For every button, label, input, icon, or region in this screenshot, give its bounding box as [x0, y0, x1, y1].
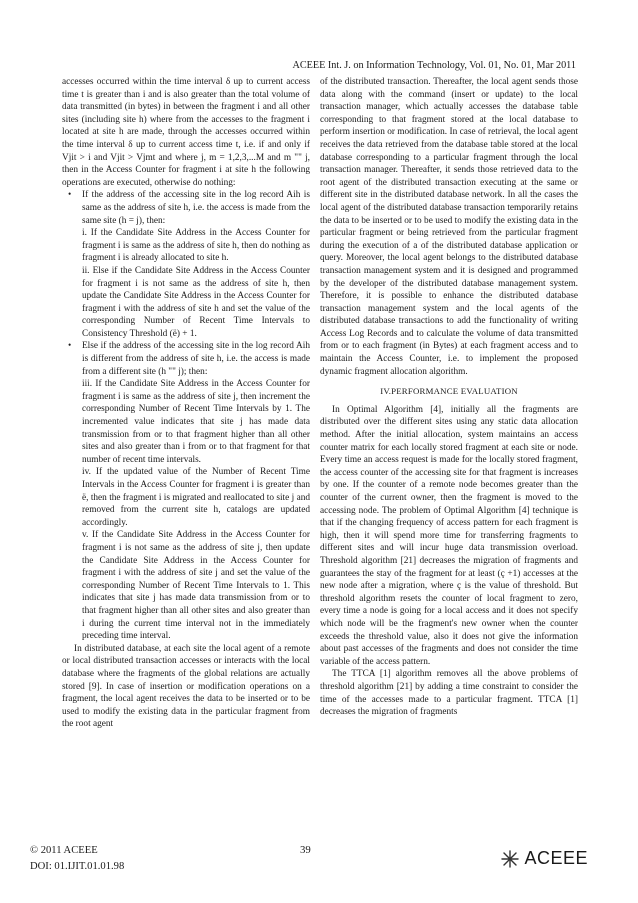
clause-iv: iv. If the updated value of the Number of Recent Time Intervals in the Access Counter for fragment i is greater than ë, then the fragment i is migrated and reallocated to site j and removed from the current site h, catalogs are updated accordingly.	[82, 467, 310, 528]
copyright: © 2011 ACEEE	[30, 845, 98, 856]
section-heading: IV.PERFORMANCE EVALUATION	[380, 386, 518, 397]
right-column	[320, 76, 578, 719]
paragraph-intro: accesses occurred within the time interval δ up to current access time t is greater than i and is also greater than the total volume of data transmitted (in bytes) in between the fragment i and all other sites (including site h) where from the accesses to the fragment i located at site h are made, through the accesses occurred within the time interval δ up to current access time t, i.e. if and only if Vjit > i and Vjit > Vjmt and where j, m = 1,2,3,...M and m "" j, then in the Access Counter for fragment i at site h the following operations are executed, otherwise do nothing:	[62, 77, 310, 188]
paragraph-optimal-algorithm: In Optimal Algorithm [4], initially all the fragments are distributed over the different sites using any static data allocation method. After the initial allocation, system maintains an access counter matrix for each locally stored fragment at each site or node. Every time an access request is made for the locally stored fragment, the access counter of the accessing site for that fragment is increases by one. If the counter of a remote node becomes greater than the counter of the current owner, then the fragment is moved to the accessing node. The problem of Optimal Algorithm [4] technique is that if the changing frequency of access pattern for each fragment is high, then it will spend more time for transferring fragments to different sites and will incur huge data transmission overload. Threshold algorithm [21] decreases the migration of fragments and guarantees the stay of the fragment for at least (ç +1) accesses at the new node after a migration, where ç is the value of threshold. But threshold algorithm resets the counter of local fragment to zero, every time a node is going for a local access and it does not specify which node will be the fragment's new owner when the counter exceeds the threshold value, also it does not give the information about past accesses of the fragments and does not consider the time variable of the access pattern.	[320, 404, 578, 667]
aceee-star-icon	[500, 849, 520, 869]
clause-ii: ii. Else if the Candidate Site Address in the Access Counter for fragment i is not same as the address of site h, then update the Candidate Site Address in the Access Counter for fragment i with the address of site h and set the value of the corresponding Number of Recent Time Intervals to Consistency Threshold (ë) + 1.	[82, 265, 310, 339]
clause-iii: iii. If the Candidate Site Address in the Access Counter for fragment i is same as the address of site j, then increment the corresponding Number of Recent Time Intervals by 1. The incremented value indicates that site j has made data transmission from or to that fragment higher than all other sites and also greater than i from or to that fragment for that number of recent time intervals.	[82, 379, 310, 465]
left-column	[62, 76, 310, 731]
journal-header: ACEEE Int. J. on Information Technology, Vol. 01, No. 01, Mar 2011	[292, 60, 576, 71]
clause-i: i. If the Candidate Site Address in the Access Counter for fragment i is same as the address of site h, then do nothing as fragment i is already allocated to site h.	[82, 228, 310, 264]
footer-left	[30, 843, 124, 875]
paragraph-local-agent: of the distributed transaction. Thereafter, the local agent sends those data along with the command (insert or update) to the local transaction manager, which actually accesses the database table corresponding to that fragment stored at the local database to perform insertion or modification. In case of retrieval, the local agent receives the data retrieved from the database table stored at the local database corresponding to a particular fragment through the local transaction manager. Thereafter, it sends those retrieved data to the root agent of the distributed transaction executing at the same or different site in the distributed database network. In all the cases the local agent of the distributed database transaction temporarily retains the data to be inserted or to be used to modify the existing data in the particular fragment or being retrieved from the particular fragment during the execution of a of the distributed database application or query. Moreover, the local agent belongs to the distributed database transaction management system and it is designed and programmed by the developer of the distributed database management system. Therefore, it is possible to enhance the distributed database transaction management system and the local agents of the distributed database transactions to add the functionality of writing Access Log Records and to calculate the volume of data transmitted from or to each fragment (in Bytes) at each fragment access and to maintain the Access Counter, i.e. to implement the proposed dynamic fragment allocation algorithm.	[320, 77, 578, 377]
logo-text: ACEEE	[524, 848, 588, 868]
bullet-different-site: • Else if the address of the accessing site in the log record Aih is different from the address of site h, i.e. the access is made from a different site (h "" j); then:	[62, 340, 310, 378]
paragraph-distributed-db: In distributed database, at each site the local agent of a remote or local distributed transaction accesses or interacts with the local database where the fragments of the global relations are actually stored [9]. In case of insertion or modification operations on a fragment, the local agent receives the data to be inserted or to be used to modify the existing data in the particular fragment from the root agent	[62, 643, 310, 730]
aceee-logo	[500, 848, 588, 869]
clause-v: v. If the Candidate Site Address in the Access Counter for fragment i is not same as the address of site j, then update the Candidate Site Address in the Access Counter for fragment i with the address of site j and set the value of the corresponding Number of Recent Time Intervals to 1. This indicates that site j has made data transmission from or to that fragment higher than all other sites and also greater than i during the current time interval not in the immediately preceding time interval.	[82, 530, 310, 642]
doi: DOI: 01.IJIT.01.01.98	[30, 861, 125, 872]
bullet-same-site: • If the address of the accessing site in the log record Aih is same as the address of site h, i.e. the access is made from the same site (h = j), then:	[62, 189, 310, 227]
paragraph-ttca: The TTCA [1] algorithm removes all the above problems of threshold algorithm [21] by adding a time constraint to consider the time of the accesses made to a particular fragment. TTCA [1] decreases the migration of fragments	[320, 669, 578, 718]
page-number: 39	[300, 844, 311, 856]
